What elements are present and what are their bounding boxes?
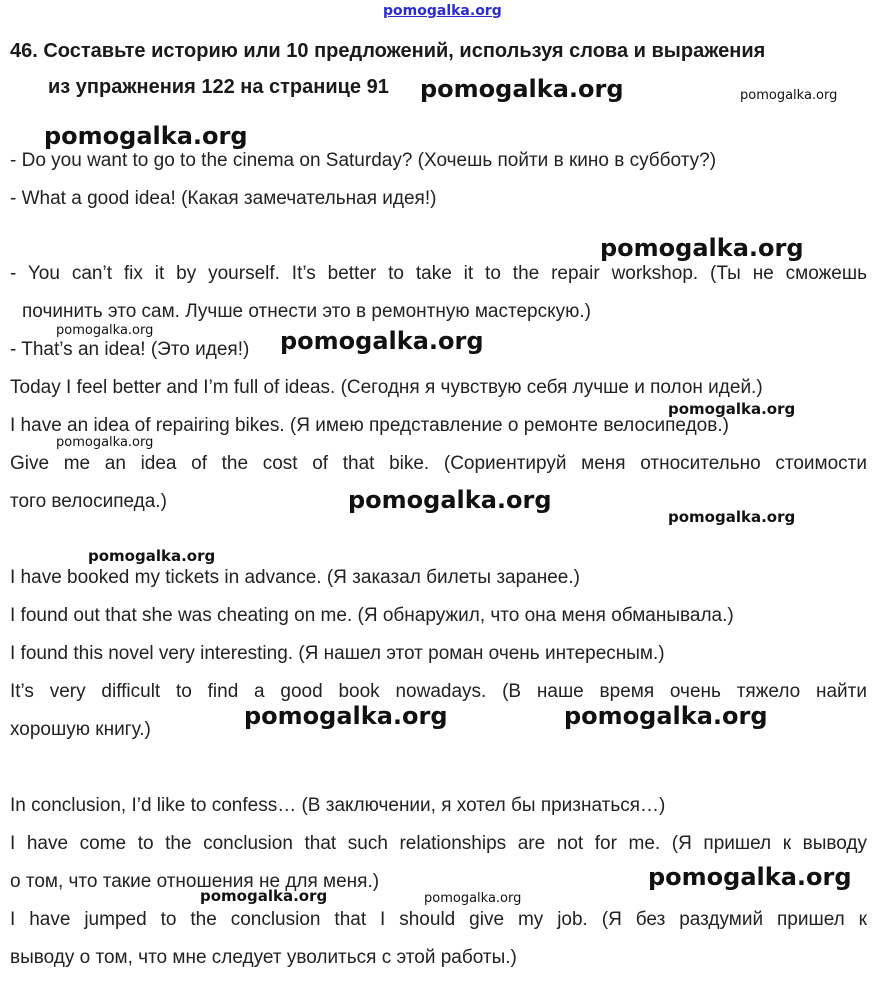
watermark: pomogalka.org [420, 75, 624, 103]
watermark: pomogalka.org [200, 887, 328, 905]
task-heading-line-1: 46. Составьте историю или 10 предложений, используя слова и выражения [10, 40, 766, 62]
sentence-line: I have jumped to the conclusion that I should give my job. (Я без раздумий пришел к [10, 909, 867, 930]
sentence-line: Give me an idea of the cost of that bike. (Сориентируй меня относительно стоимости [10, 453, 867, 474]
watermark: pomogalka.org [280, 327, 484, 355]
header-watermark-link[interactable]: pomogalka.org [383, 3, 502, 19]
watermark: pomogalka.org [600, 234, 804, 262]
dialogue-line-continued: починить это сам. Лучше отнести это в ремонтную мастерскую.) [22, 301, 592, 322]
sentence-line: In conclusion, I’d like to confess… (В заключении, я хотел бы признаться…) [10, 795, 666, 816]
sentence-line: I have an idea of repairing bikes. (Я имею представление о ремонте велосипедов.) [10, 415, 729, 436]
sentence-line-continued: выводу о том, что мне следует уволиться с этой работы.) [10, 947, 517, 968]
watermark: pomogalka.org [648, 863, 852, 891]
watermark: pomogalka.org [668, 400, 796, 418]
dialogue-line: - What a good idea! (Какая замечательная идея!) [10, 188, 437, 209]
watermark: pomogalka.org [424, 891, 522, 906]
sentence-line: I found this novel very interesting. (Я нашел этот роман очень интересным.) [10, 643, 665, 664]
sentence-line: It’s very difficult to find a good book nowadays. (В наше время очень тяжело найти [10, 681, 867, 702]
dialogue-line: - You can’t fix it by yourself. It’s better to take it to the repair workshop. (Ты не сможешь [10, 263, 867, 284]
watermark: pomogalka.org [564, 702, 768, 730]
dialogue-line: - That’s an idea! (Это идея!) [10, 339, 250, 360]
sentence-line-continued: хорошую книгу.) [10, 719, 151, 740]
task-heading-line-2: из упражнения 122 на странице 91 [48, 76, 389, 98]
watermark: pomogalka.org [244, 702, 448, 730]
watermark: pomogalka.org [88, 547, 216, 565]
watermark: pomogalka.org [668, 508, 796, 526]
watermark: pomogalka.org [56, 435, 154, 450]
sentence-line-continued: о том, что такие отношения не для меня.) [10, 871, 380, 892]
sentence-line-continued: того велосипеда.) [10, 491, 167, 512]
watermark: pomogalka.org [348, 486, 552, 514]
watermark: pomogalka.org [44, 122, 248, 150]
watermark: pomogalka.org [740, 88, 838, 103]
sentence-line: I have booked my tickets in advance. (Я заказал билеты заранее.) [10, 567, 580, 588]
watermark: pomogalka.org [56, 323, 154, 338]
sentence-line: I found out that she was cheating on me. (Я обнаружил, что она меня обманывала.) [10, 605, 734, 626]
sentence-line: Today I feel better and I’m full of ideas. (Сегодня я чувствую себя лучше и полон идей.) [10, 377, 763, 398]
dialogue-line: - Do you want to go to the cinema on Saturday? (Хочешь пойти в кино в субботу?) [10, 150, 717, 171]
sentence-line: I have come to the conclusion that such relationships are not for me. (Я пришел к выводу [10, 833, 867, 854]
